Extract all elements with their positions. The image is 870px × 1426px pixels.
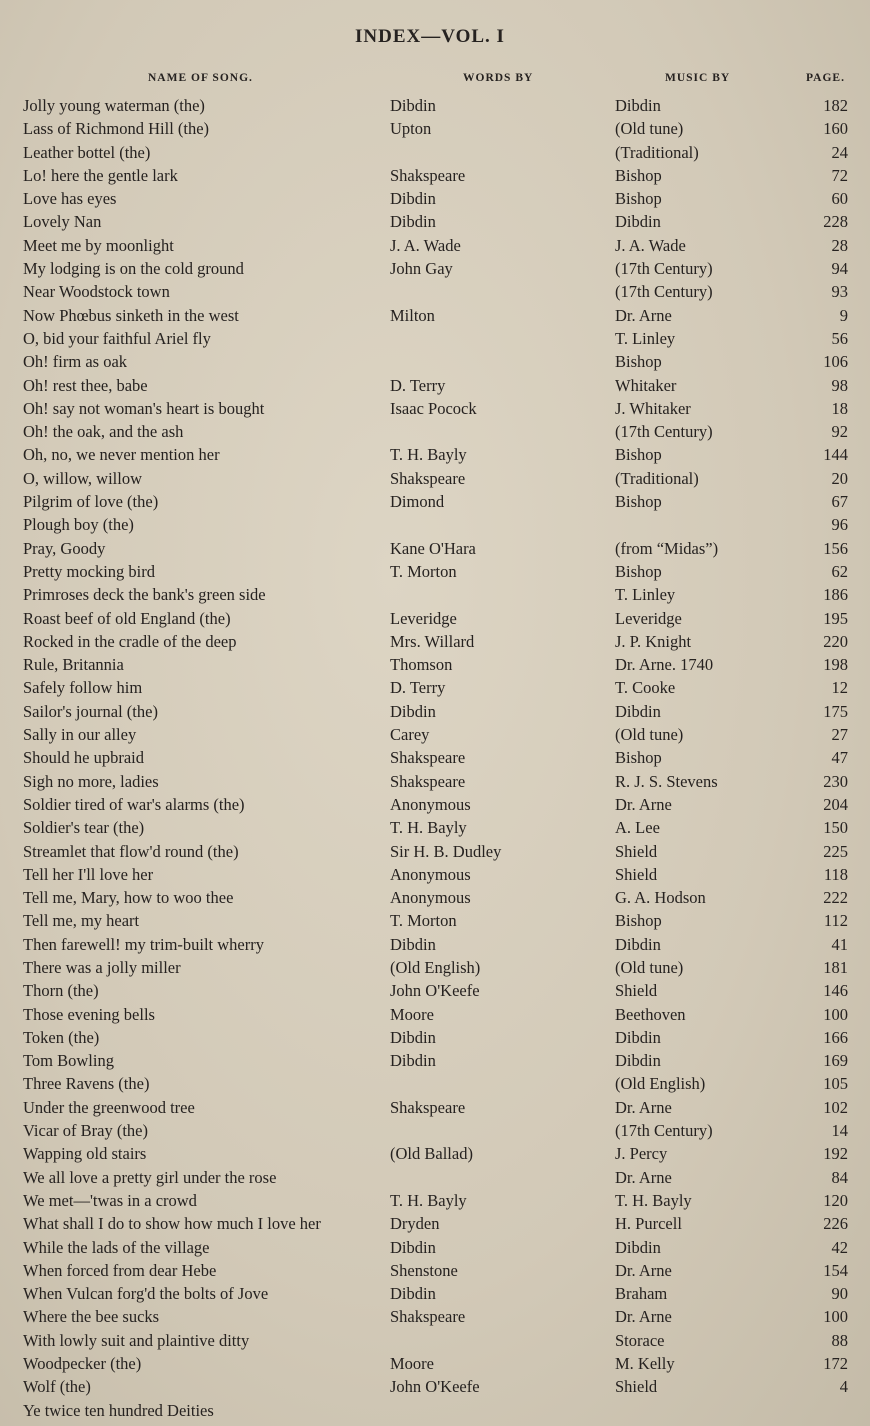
- words-by: J. A. Wade: [390, 235, 461, 255]
- words-by: Dibdin: [390, 212, 436, 232]
- song-name: Jolly young waterman (the): [23, 96, 205, 115]
- table-row: [0, 958, 870, 981]
- words-by: Dryden: [390, 1214, 440, 1234]
- song-name: Oh! the oak, and the ash: [23, 422, 184, 442]
- music-by: Bishop: [615, 911, 662, 931]
- song-name: Leather bottel (the): [23, 142, 151, 162]
- song-name: Under the greenwood tree: [23, 1097, 195, 1117]
- page-number: 4: [839, 1377, 848, 1397]
- page-number: 172: [823, 1354, 848, 1374]
- music-by: Dr. Arne: [615, 794, 672, 814]
- table-row: [0, 1028, 870, 1051]
- song-name: Roast beef of old England (the): [23, 608, 231, 628]
- song-name: Love has eyes: [23, 189, 117, 209]
- music-by: Beethoven: [615, 1004, 686, 1024]
- music-by: (17th Century): [615, 259, 713, 279]
- page-number: 96: [831, 515, 848, 535]
- words-by: Dibdin: [390, 1237, 436, 1257]
- table-row: [0, 189, 870, 212]
- page-number: 156: [823, 538, 848, 558]
- music-by: Bishop: [615, 561, 662, 581]
- table-row: [0, 1121, 870, 1144]
- words-by: Dibdin: [390, 1027, 436, 1047]
- words-by: Dimond: [390, 492, 445, 512]
- table-row: [0, 422, 870, 445]
- table-row: [0, 702, 870, 725]
- music-by: Dr. Arne: [615, 1260, 672, 1280]
- page-number: 88: [831, 1330, 848, 1350]
- song-name: Tom Bowling: [23, 1051, 114, 1071]
- words-by: Carey: [390, 725, 430, 745]
- song-name: Sigh no more, ladies: [23, 771, 159, 791]
- page-number: 154: [823, 1260, 848, 1280]
- song-name: Then farewell! my trim-built wherry: [23, 934, 264, 954]
- page-title: INDEX—VOL. I: [355, 26, 505, 47]
- song-name: Lo! here the gentle lark: [23, 165, 178, 185]
- table-row: [0, 539, 870, 562]
- table-row: [0, 1377, 870, 1400]
- words-by: Sir H. B. Dudley: [390, 841, 502, 861]
- song-name: Token (the): [23, 1027, 100, 1047]
- words-by: D. Terry: [390, 375, 446, 395]
- song-name: O, willow, willow: [23, 468, 143, 488]
- table-row: [0, 981, 870, 1004]
- song-name: Oh! firm as oak: [23, 352, 128, 372]
- song-name: While the lads of the village: [23, 1237, 210, 1257]
- words-by: Shakspeare: [390, 1307, 466, 1327]
- song-name: Rocked in the cradle of the deep: [23, 631, 237, 651]
- table-row: [0, 236, 870, 259]
- page-number: 175: [823, 701, 848, 721]
- music-by: Bishop: [615, 165, 662, 185]
- page-number: 144: [823, 445, 848, 465]
- music-by: A. Lee: [615, 818, 660, 838]
- table-row: [0, 609, 870, 632]
- music-by: Storace: [615, 1330, 665, 1350]
- music-by: M. Kelly: [615, 1354, 675, 1374]
- table-row: [0, 469, 870, 492]
- music-by: (Traditional): [615, 468, 699, 488]
- song-name: Three Ravens (the): [23, 1074, 150, 1094]
- music-by: Dr. Arne: [615, 1167, 672, 1187]
- song-name: Now Phœbus sinketh in the west: [23, 305, 239, 325]
- words-by: Anonymous: [390, 888, 471, 908]
- song-name: Rule, Britannia: [23, 655, 124, 675]
- page-number: 24: [831, 142, 848, 162]
- page-number: 169: [823, 1051, 848, 1071]
- music-by: Shield: [615, 1377, 658, 1397]
- words-by: Anonymous: [390, 794, 471, 814]
- music-by: (Traditional): [615, 142, 699, 162]
- music-by: (Old tune): [615, 725, 684, 745]
- page-number: 150: [823, 818, 848, 838]
- page-number: 84: [831, 1167, 848, 1187]
- index-table: [0, 96, 870, 1424]
- words-by: Anonymous: [390, 864, 471, 884]
- music-by: Dibdin: [615, 701, 661, 721]
- song-name: Pilgrim of love (the): [23, 492, 159, 512]
- words-by: Isaac Pocock: [390, 398, 477, 418]
- song-name: Tell her I'll love her: [23, 864, 154, 884]
- table-row: [0, 1074, 870, 1097]
- words-by: John O'Keefe: [390, 981, 480, 1001]
- words-by: Dibdin: [390, 934, 436, 954]
- music-by: (17th Century): [615, 422, 713, 442]
- music-by: Shield: [615, 841, 658, 861]
- song-name: Sally in our alley: [23, 725, 137, 745]
- song-name: Primroses deck the bank's green side: [23, 585, 266, 605]
- song-name: Where the bee sucks: [23, 1307, 160, 1327]
- words-by: Shakspeare: [390, 748, 466, 768]
- table-row: [0, 1098, 870, 1121]
- words-by: Leveridge: [390, 608, 457, 628]
- page-number: 18: [831, 398, 848, 418]
- table-row: [0, 1168, 870, 1191]
- page-number: 186: [823, 585, 848, 605]
- song-name: Lovely Nan: [23, 212, 102, 232]
- song-name: Pray, Goody: [23, 538, 106, 558]
- page-number: 120: [823, 1190, 848, 1210]
- words-by: Dibdin: [390, 1284, 436, 1304]
- page-number: 102: [823, 1097, 848, 1117]
- song-name: Near Woodstock town: [23, 282, 170, 302]
- words-by: T. H. Bayly: [390, 445, 467, 465]
- page-number: 72: [831, 165, 848, 185]
- music-by: Shield: [615, 981, 658, 1001]
- words-by: John O'Keefe: [390, 1377, 480, 1397]
- song-name: Safely follow him: [23, 678, 143, 698]
- table-row: [0, 1214, 870, 1237]
- table-row: [0, 119, 870, 142]
- page-number: 56: [831, 328, 848, 348]
- song-name: Vicar of Bray (the): [23, 1121, 148, 1141]
- music-by: Bishop: [615, 445, 662, 465]
- music-by: Dibdin: [615, 1051, 661, 1071]
- music-by: Dibdin: [615, 212, 661, 232]
- music-by: (17th Century): [615, 282, 713, 302]
- page-number: 27: [831, 725, 848, 745]
- page-number: 230: [823, 771, 848, 791]
- words-by: T. H. Bayly: [390, 818, 467, 838]
- song-name: Sailor's journal (the): [23, 701, 158, 721]
- song-name: There was a jolly miller: [23, 957, 181, 977]
- words-by: John Gay: [390, 259, 453, 279]
- music-by: J. A. Wade: [615, 235, 686, 255]
- page-number: 204: [823, 794, 848, 814]
- song-name: Streamlet that flow'd round (the): [23, 841, 239, 861]
- table-row: [0, 678, 870, 701]
- song-name: Pretty mocking bird: [23, 561, 155, 581]
- words-by: Shakspeare: [390, 1097, 466, 1117]
- words-by: Dibdin: [390, 96, 436, 115]
- page-number: 195: [823, 608, 848, 628]
- header-words: WORDS BY: [463, 72, 534, 84]
- table-row: [0, 399, 870, 422]
- page-number: 166: [823, 1027, 848, 1047]
- song-name: Woodpecker (the): [23, 1354, 142, 1374]
- words-by: Mrs. Willard: [390, 631, 475, 651]
- page-number: 100: [823, 1004, 848, 1024]
- table-row: [0, 259, 870, 282]
- music-by: Whitaker: [615, 375, 677, 395]
- song-name: Lass of Richmond Hill (the): [23, 119, 210, 139]
- words-by: Moore: [390, 1354, 434, 1374]
- page-number: 226: [823, 1214, 848, 1234]
- words-by: Dibdin: [390, 701, 436, 721]
- words-by: Shakspeare: [390, 771, 466, 791]
- page-number: 228: [823, 212, 848, 232]
- table-row: [0, 632, 870, 655]
- table-row: [0, 748, 870, 771]
- page-number: 106: [823, 352, 848, 372]
- table-row: [0, 655, 870, 678]
- song-name: Meet me by moonlight: [23, 235, 174, 255]
- page-number: 92: [831, 422, 848, 442]
- table-row: [0, 772, 870, 795]
- words-by: Shakspeare: [390, 165, 466, 185]
- music-by: Dr. Arne: [615, 1097, 672, 1117]
- page-number: 98: [831, 375, 848, 395]
- words-by: Dibdin: [390, 189, 436, 209]
- words-by: Dibdin: [390, 1051, 436, 1071]
- table-row: [0, 911, 870, 934]
- song-name: Oh! say not woman's heart is bought: [23, 398, 265, 418]
- table-row: [0, 143, 870, 166]
- table-row: [0, 352, 870, 375]
- song-name: Oh, no, we never mention her: [23, 445, 220, 465]
- page-number: 9: [839, 305, 848, 325]
- table-row: [0, 562, 870, 585]
- page-number: 118: [823, 864, 848, 884]
- table-row: [0, 1331, 870, 1354]
- song-name: Soldier's tear (the): [23, 818, 145, 838]
- music-by: T. Linley: [615, 328, 676, 348]
- table-row: [0, 1284, 870, 1307]
- table-row: [0, 1005, 870, 1028]
- header-song: NAME OF SONG.: [148, 72, 253, 84]
- table-row: [0, 306, 870, 329]
- table-row: [0, 1307, 870, 1330]
- music-by: J. Percy: [615, 1144, 668, 1164]
- page-number: 192: [823, 1144, 848, 1164]
- page-number: 41: [831, 934, 848, 954]
- words-by: Thomson: [390, 655, 453, 675]
- page-number: 146: [823, 981, 848, 1001]
- table-row: [0, 795, 870, 818]
- page-number: 198: [823, 655, 848, 675]
- music-by: T. Cooke: [615, 678, 676, 698]
- song-name: Ye twice ten hundred Deities: [23, 1400, 214, 1420]
- page-number: 105: [823, 1074, 848, 1094]
- page-number: 100: [823, 1307, 848, 1327]
- song-name: Oh! rest thee, babe: [23, 375, 148, 395]
- song-name: What shall I do to show how much I love her: [23, 1214, 321, 1234]
- page-number: 14: [831, 1121, 848, 1141]
- music-by: Dibdin: [615, 96, 661, 115]
- page-number: 93: [831, 282, 848, 302]
- song-name: Thorn (the): [23, 981, 99, 1001]
- page-number: 112: [823, 911, 848, 931]
- table-row: [0, 492, 870, 515]
- song-name: We met—'twas in a crowd: [23, 1190, 197, 1210]
- music-by: R. J. S. Stevens: [615, 771, 718, 791]
- page-number: 20: [831, 468, 848, 488]
- words-by: Moore: [390, 1004, 434, 1024]
- table-row: [0, 166, 870, 189]
- page-number: 28: [831, 235, 848, 255]
- song-name: O, bid your faithful Ariel fly: [23, 328, 211, 348]
- music-by: J. Whitaker: [615, 398, 691, 418]
- page-number: 182: [823, 96, 848, 115]
- page-number: 94: [831, 259, 848, 279]
- words-by: D. Terry: [390, 678, 446, 698]
- music-by: Dr. Arne: [615, 1307, 672, 1327]
- table-row: [0, 1238, 870, 1261]
- table-row: [0, 1401, 870, 1424]
- table-row: [0, 1051, 870, 1074]
- page-number: 47: [831, 748, 848, 768]
- music-by: Leveridge: [615, 608, 682, 628]
- song-name: When forced from dear Hebe: [23, 1260, 217, 1280]
- page-number: 222: [823, 888, 848, 908]
- song-name: Wolf (the): [23, 1377, 91, 1397]
- page-number: 12: [831, 678, 848, 698]
- page-number: 67: [831, 492, 848, 512]
- music-by: J. P. Knight: [615, 631, 692, 651]
- song-name: Should he upbraid: [23, 748, 144, 768]
- music-by: Dibdin: [615, 934, 661, 954]
- table-row: [0, 1354, 870, 1377]
- words-by: (Old English): [390, 957, 481, 977]
- words-by: Kane O'Hara: [390, 538, 476, 558]
- table-row: [0, 725, 870, 748]
- table-row: [0, 935, 870, 958]
- song-name: When Vulcan forg'd the bolts of Jove: [23, 1284, 269, 1304]
- song-name: Tell me, my heart: [23, 911, 140, 931]
- music-by: Dibdin: [615, 1027, 661, 1047]
- music-by: Braham: [615, 1284, 668, 1304]
- page-number: 42: [831, 1237, 848, 1257]
- words-by: (Old Ballad): [390, 1144, 473, 1164]
- table-row: [0, 445, 870, 468]
- page-number: 60: [831, 189, 848, 209]
- music-by: H. Purcell: [615, 1214, 682, 1234]
- table-row: [0, 865, 870, 888]
- song-name: Those evening bells: [23, 1004, 155, 1024]
- header-music: MUSIC BY: [665, 72, 731, 84]
- music-by: (17th Century): [615, 1121, 713, 1141]
- music-by: Shield: [615, 864, 658, 884]
- words-by: T. H. Bayly: [390, 1190, 467, 1210]
- words-by: T. Morton: [390, 911, 457, 931]
- table-row: [0, 212, 870, 235]
- song-name: With lowly suit and plaintive ditty: [23, 1330, 250, 1350]
- words-by: Shenstone: [390, 1260, 458, 1280]
- music-by: T. Linley: [615, 585, 676, 605]
- table-row: [0, 1261, 870, 1284]
- song-name: My lodging is on the cold ground: [23, 259, 244, 279]
- table-row: [0, 376, 870, 399]
- header-page: PAGE.: [806, 72, 845, 84]
- table-row: [0, 888, 870, 911]
- song-name: Soldier tired of war's alarms (the): [23, 794, 245, 814]
- page-number: 220: [823, 631, 848, 651]
- table-row: [0, 1144, 870, 1167]
- page-number: 62: [831, 561, 848, 581]
- song-name: Plough boy (the): [23, 515, 134, 535]
- song-name: Tell me, Mary, how to woo thee: [23, 888, 234, 908]
- table-row: [0, 515, 870, 538]
- words-by: Shakspeare: [390, 468, 466, 488]
- music-by: (Old tune): [615, 957, 684, 977]
- music-by: Bishop: [615, 748, 662, 768]
- words-by: Upton: [390, 119, 432, 139]
- music-by: Bishop: [615, 352, 662, 372]
- music-by: T. H. Bayly: [615, 1190, 692, 1210]
- music-by: Bishop: [615, 189, 662, 209]
- table-row: [0, 818, 870, 841]
- table-row: [0, 96, 870, 119]
- table-row: [0, 1191, 870, 1214]
- table-row: [0, 282, 870, 305]
- page-number: 225: [823, 841, 848, 861]
- music-by: Bishop: [615, 492, 662, 512]
- song-name: Wapping old stairs: [23, 1144, 147, 1164]
- words-by: T. Morton: [390, 561, 457, 581]
- music-by: Dr. Arne. 1740: [615, 655, 714, 675]
- music-by: Dibdin: [615, 1237, 661, 1257]
- table-row: [0, 329, 870, 352]
- table-row: [0, 842, 870, 865]
- music-by: Dr. Arne: [615, 305, 672, 325]
- music-by: (Old tune): [615, 119, 684, 139]
- page-number: 181: [823, 957, 848, 977]
- table-row: [0, 585, 870, 608]
- page-number: 160: [823, 119, 848, 139]
- music-by: G. A. Hodson: [615, 888, 706, 908]
- words-by: Milton: [390, 305, 435, 325]
- music-by: (Old English): [615, 1074, 706, 1094]
- page-number: 90: [831, 1284, 848, 1304]
- music-by: (from “Midas”): [615, 538, 719, 558]
- song-name: We all love a pretty girl under the rose: [23, 1167, 277, 1187]
